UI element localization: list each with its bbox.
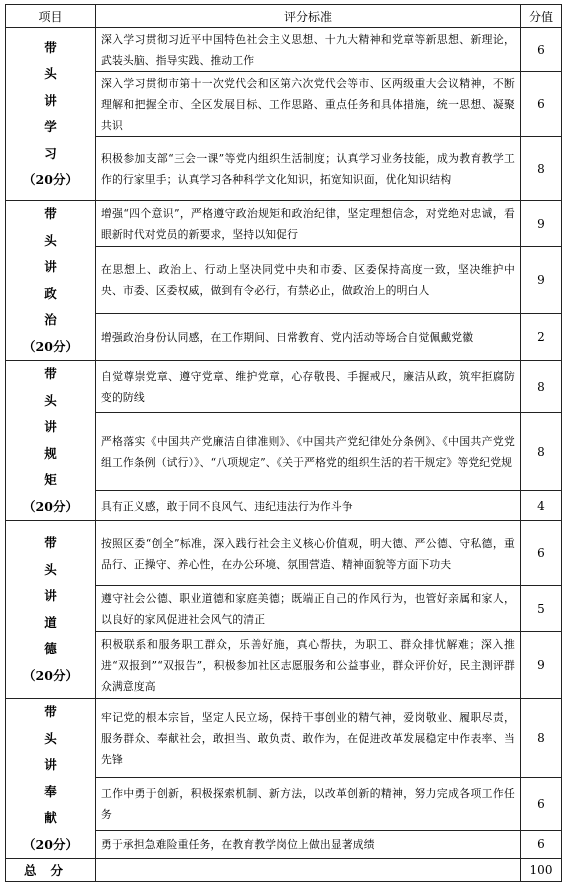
category-char: 讲 xyxy=(44,92,57,108)
category-cell-dedication xyxy=(6,699,96,859)
total-empty-cell xyxy=(96,859,521,882)
criteria-cell: 增强“四个意识”，严格遵守政治规矩和政治纪律，坚定理想信念，对党绝对忠诚，看眼新时代对党员的新要求，坚持以知促行 xyxy=(96,201,521,247)
score-cell: 8 xyxy=(521,413,562,491)
score-cell: 8 xyxy=(521,137,562,201)
criteria-cell: 勇于承担急难险重任务，在教育教学岗位上做出显著成绩 xyxy=(96,830,521,858)
category-char: 讲 xyxy=(44,757,57,772)
scoring-table xyxy=(5,4,562,882)
category-char: 习 xyxy=(44,145,57,161)
category-char: 献 xyxy=(44,810,57,825)
category-char: 头 xyxy=(44,730,57,746)
category-char: 讲 xyxy=(44,259,57,274)
criteria-cell: 牢记党的根本宗旨，坚定人民立场，保持干事创业的精气神，爱岗敬业、履职尽责，服务群众、奉献社会，敢担当、敢负责、敢作为，在促进改革发展稳定中作表率、当先锋 xyxy=(96,699,521,778)
header-score: 分值 xyxy=(521,5,562,28)
category-char: 带 xyxy=(44,366,57,381)
category-cell-study xyxy=(6,28,96,201)
score-cell: 6 xyxy=(521,521,562,586)
table-row xyxy=(6,201,562,247)
criteria-cell: 具有正义感，敢于同不良风气、违纪违法行为作斗争 xyxy=(96,491,521,521)
category-points: （20分） xyxy=(23,498,78,514)
category-cell-politics xyxy=(6,201,96,361)
criteria-cell: 深入学习贯彻市第十一次党代会和区第六次党代会等市、区两级重大会议精神，不断理解和把握全市、全区发展目标、工作思路、重点任务和具体措施，统一思想、凝聚共识 xyxy=(96,72,521,137)
criteria-cell: 增强政治身份认同感，在工作期间、日常教育、党内活动等场合自觉佩戴党徽 xyxy=(96,313,521,360)
table-row xyxy=(6,521,562,586)
total-score: 100 xyxy=(521,859,562,882)
category-points: （20分） xyxy=(23,667,78,683)
category-char: 规 xyxy=(44,445,57,461)
header-criteria: 评分标准 xyxy=(96,5,521,28)
table-row xyxy=(6,699,562,778)
category-points: （20分） xyxy=(23,338,78,354)
category-cell-morality xyxy=(6,521,96,699)
category-char: 讲 xyxy=(44,588,57,603)
score-cell: 8 xyxy=(521,361,562,413)
category-char: 头 xyxy=(44,232,57,248)
score-cell: 6 xyxy=(521,777,562,830)
table-body xyxy=(6,28,562,882)
criteria-cell: 遵守社会公德、职业道德和家庭美德；既端正自己的作风行为，也管好亲属和家人，以良好的家风促进社会风气的清正 xyxy=(96,586,521,632)
score-cell: 6 xyxy=(521,830,562,858)
category-char: 治 xyxy=(44,312,57,327)
header-item: 项目 xyxy=(6,5,96,28)
category-char: 奉 xyxy=(44,783,57,799)
score-cell: 2 xyxy=(521,313,562,360)
category-char: 带 xyxy=(44,704,57,719)
criteria-cell: 自觉尊崇党章、遵守党章、维护党章，心存敬畏、手握戒尺，廉洁从政，筑牢拒腐防变的防线 xyxy=(96,361,521,413)
category-char: 头 xyxy=(44,66,57,81)
category-char: 头 xyxy=(44,561,57,577)
criteria-cell: 工作中勇于创新，积极探索机制、新方法，以改革创新的精神，努力完成各项工作任务 xyxy=(96,777,521,830)
category-char: 政 xyxy=(44,285,57,301)
criteria-cell: 深入学习贯彻习近平中国特色社会主义思想、十九大精神和党章等新思想、新理论，武装头脑、指导实践、推动工作 xyxy=(96,28,521,72)
category-char: 矩 xyxy=(44,472,57,487)
category-char: 带 xyxy=(44,535,57,550)
category-char: 道 xyxy=(44,614,57,630)
score-cell: 6 xyxy=(521,72,562,137)
score-cell: 9 xyxy=(521,247,562,314)
total-label: 总分 xyxy=(6,859,96,882)
criteria-cell: 按照区委“创全”标准，深入践行社会主义核心价值观，明大德、严公德、守私德，重品行、正操守、养心性，在办公环境、氛围营造、精神面貌等方面下功夫 xyxy=(96,521,521,586)
total-row xyxy=(6,859,562,882)
category-points: （20分） xyxy=(23,836,78,852)
table-row xyxy=(6,28,562,72)
score-cell: 9 xyxy=(521,632,562,699)
header-row xyxy=(6,5,562,28)
table-row xyxy=(6,361,562,413)
criteria-cell: 积极联系和服务职工群众，乐善好施，真心帮扶，为职工、群众排忧解难；深入推进“双报到”“双报告”，积极参加社区志愿服务和公益事业，群众评价好，民主测评群众满意度高 xyxy=(96,632,521,699)
category-points: （20分） xyxy=(23,172,78,187)
category-char: 头 xyxy=(44,392,57,408)
score-cell: 9 xyxy=(521,201,562,247)
category-char: 学 xyxy=(44,119,57,134)
category-char: 讲 xyxy=(44,419,57,434)
score-cell: 4 xyxy=(521,491,562,521)
category-char: 带 xyxy=(44,206,57,221)
criteria-cell: 严格落实《中国共产党廉洁自律准则》、《中国共产党纪律处分条例》、《中国共产党党组工作条例（试行）》、“八项规定”、《关于严格党的组织生活的若干规定》等党纪党规 xyxy=(96,413,521,491)
category-cell-rules xyxy=(6,361,96,521)
criteria-cell: 积极参加支部“三会一课”等党内组织生活制度；认真学习业务技能，成为教育教学工作的行家里手；认真学习各种科学文化知识，拓宽知识面，优化知识结构 xyxy=(96,137,521,201)
score-cell: 8 xyxy=(521,699,562,778)
score-cell: 5 xyxy=(521,586,562,632)
score-cell: 6 xyxy=(521,28,562,72)
category-char: 德 xyxy=(44,641,57,656)
criteria-cell: 在思想上、政治上、行动上坚决同党中央和市委、区委保持高度一致，坚决维护中央、市委、区委权威，做到有令必行，有禁必止，做政治上的明白人 xyxy=(96,247,521,314)
category-char: 带 xyxy=(44,39,57,55)
